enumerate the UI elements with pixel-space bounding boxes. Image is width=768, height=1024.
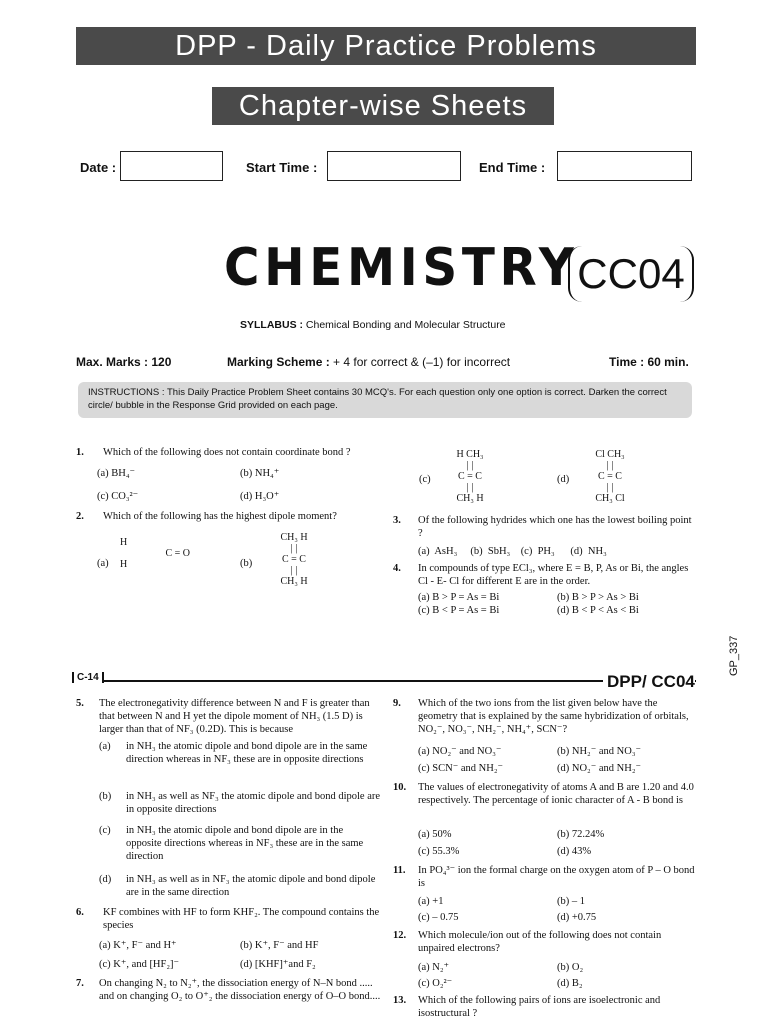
- q5-option-d-label: (d): [99, 874, 112, 885]
- q7-number: 7.: [76, 978, 84, 989]
- q2-molecule-b: [264, 532, 324, 587]
- q6-option-b[interactable]: (b) K⁺, F⁻ and HF: [240, 940, 319, 951]
- q6-option-a[interactable]: (a) K⁺, F⁻ and H⁺: [99, 940, 177, 951]
- q11-option-b[interactable]: (b) – 1: [557, 896, 585, 907]
- q1-text: Which of the following does not contain coordinate bond ?: [103, 447, 351, 458]
- q9-option-a[interactable]: (a) NO₂⁻ and NO₃⁻: [418, 746, 502, 757]
- page-number: C-14: [72, 672, 104, 683]
- q10-option-c[interactable]: (c) 55.3%: [418, 846, 460, 857]
- syllabus-label: SYLLABUS :: [240, 319, 303, 331]
- mol-d-line4: | |: [606, 482, 614, 493]
- q5-number: 5.: [76, 698, 84, 709]
- q2-molecule-c: [440, 449, 500, 504]
- mol-d-line1: Cl CH₃: [595, 449, 625, 460]
- q12-text: Which molecule/ion out of the following does not contain unpaired electrons?: [418, 930, 662, 954]
- q2-option-d[interactable]: (d): [557, 474, 570, 485]
- q10-number: 10.: [393, 782, 407, 793]
- dpp-banner: DPP - Daily Practice Problems: [76, 27, 696, 65]
- q4-option-a[interactable]: (a) B > P = As = Bi: [418, 592, 500, 603]
- syllabus-text: Chemical Bonding and Molecular Structure: [305, 319, 506, 331]
- time-limit: Time : 60 min.: [609, 355, 689, 369]
- subject-title: CHEMISTRY: [224, 238, 579, 298]
- mol-c-line5: CH₃ H: [456, 493, 484, 504]
- q5-option-c[interactable]: in NH₃ the atomic dipole and bond dipole are in the opposite directions whereas in NF₃ these are in the same direction: [126, 825, 364, 862]
- q9-text: Which of the two ions from the list given below have the geometry that is explained by the same hybridization of orbitals, NO₂⁻, NO₃⁻, NH₂⁻, NH₄⁺, SCN⁻?: [418, 698, 689, 735]
- q13-number: 13.: [393, 995, 407, 1006]
- q7-text: On changing N₂ to N₂⁺, the dissociation energy of N–N bond ..... and on changing O₂ to O⁺₂ the dissociation energy of O–O bond....: [99, 978, 381, 1002]
- mol-b-line2: | |: [290, 543, 298, 554]
- end-time-field[interactable]: [557, 151, 692, 181]
- mol-b-line4: | |: [290, 565, 298, 576]
- q10-text: The values of electronegativity of atoms A and B are 1.20 and 4.0 respectively. The percentage of ionic character of A - B bond is: [418, 782, 694, 806]
- mol-a-line1: H: [120, 537, 128, 548]
- q4-text: In compounds of type ECl₃, where E = B, P, As or Bi, the angles Cl - E- Cl for different E are in the order.: [418, 563, 689, 587]
- side-page-label: GP_337: [728, 635, 740, 676]
- chapter-banner: Chapter-wise Sheets: [212, 87, 554, 125]
- max-marks: Max. Marks : 120: [76, 355, 172, 369]
- end-time-label: End Time :: [479, 160, 546, 175]
- q3-number: 3.: [393, 515, 401, 526]
- q1-option-c[interactable]: (c) CO₃²⁻: [97, 491, 139, 502]
- footer-code: DPP/ CC04: [603, 672, 695, 692]
- date-field[interactable]: [120, 151, 223, 181]
- q2-option-a[interactable]: (a): [97, 558, 109, 569]
- marking-label: Marking Scheme :: [227, 355, 330, 369]
- mol-c-line1: H CH₃: [456, 449, 484, 460]
- sheet-code: CC04: [568, 246, 694, 302]
- q12-number: 12.: [393, 930, 407, 941]
- q1-number: 1.: [76, 447, 84, 458]
- mol-b-line3: C = C: [282, 554, 306, 565]
- q11-text: In PO₄³⁻ ion the formal charge on the oxygen atom of P – O bond is: [418, 865, 695, 889]
- q12-option-b[interactable]: (b) O₂: [557, 962, 584, 973]
- q11-option-a[interactable]: (a) +1: [418, 896, 444, 907]
- q2-option-c[interactable]: (c): [419, 474, 431, 485]
- q11-option-c[interactable]: (c) – 0.75: [418, 912, 459, 923]
- q1-option-b[interactable]: (b) NH₄⁺: [240, 468, 280, 479]
- q4-option-b[interactable]: (b) B > P > As > Bi: [557, 592, 639, 603]
- q5-option-a[interactable]: in NH₃ the atomic dipole and bond dipole are in the same direction whereas in NF₃ these are in opposite directions: [126, 741, 368, 765]
- q9-option-b[interactable]: (b) NH₂⁻ and NO₃⁻: [557, 746, 642, 757]
- q5-option-a-label: (a): [99, 741, 111, 752]
- q2-number: 2.: [76, 511, 84, 522]
- q6-text: KF combines with HF to form KHF₂. The compound contains the species: [103, 907, 380, 931]
- q3-text: Of the following hydrides which one has the lowest boiling point ?: [418, 515, 692, 539]
- mol-b-line5: CH₃ H: [280, 576, 308, 587]
- mol-d-line5: CH₃ Cl: [595, 493, 625, 504]
- q10-option-b[interactable]: (b) 72.24%: [557, 829, 605, 840]
- q5-option-b-label: (b): [99, 791, 112, 802]
- q5-text: The electronegativity difference between N and F is greater than that between N and H yet the dipole moment of NH₃ (1.5 D) is larger than that of NF₃ (0.2D). This is because: [99, 698, 370, 735]
- q1-option-a[interactable]: (a) BH₄⁻: [97, 468, 136, 479]
- q5-option-c-label: (c): [99, 825, 111, 836]
- mol-c-line4: | |: [466, 482, 474, 493]
- q10-option-d[interactable]: (d) 43%: [557, 846, 592, 857]
- q2-text: Which of the following has the highest dipole moment?: [103, 511, 337, 522]
- q13-text: Which of the following pairs of ions are isoelectronic and isostructural ?: [418, 995, 661, 1019]
- start-time-field[interactable]: [327, 151, 461, 181]
- mol-c-line2: | |: [466, 460, 474, 471]
- q12-option-d[interactable]: (d) B₂: [557, 978, 583, 989]
- syllabus-line: [240, 319, 506, 331]
- date-label: Date :: [80, 160, 117, 175]
- q1-option-d[interactable]: (d) H₃O⁺: [240, 491, 280, 502]
- q11-number: 11.: [393, 865, 406, 876]
- q12-option-a[interactable]: (a) N₂⁺: [418, 962, 450, 973]
- q5-option-d[interactable]: in NH₃ as well as in NF₃ the atomic dipole and bond dipole are in the same direction: [126, 874, 376, 898]
- q2-molecule-d: [580, 449, 640, 504]
- mol-d-line2: | |: [606, 460, 614, 471]
- q4-number: 4.: [393, 563, 401, 574]
- q6-option-d[interactable]: (d) [KHF]⁺and F₂: [240, 959, 316, 970]
- q2-option-b[interactable]: (b): [240, 558, 253, 569]
- marking-text: + 4 for correct & (–1) for incorrect: [333, 355, 511, 369]
- q11-option-d[interactable]: (d) +0.75: [557, 912, 597, 923]
- marking-scheme: [227, 355, 510, 369]
- q4-option-d[interactable]: (d) B < P < As < Bi: [557, 605, 639, 616]
- q4-option-c[interactable]: (c) B < P = As = Bi: [418, 605, 500, 616]
- q5-option-b[interactable]: in NH₃ as well as NF₃ the atomic dipole and bond dipole are in opposite directions: [126, 791, 381, 815]
- q2-molecule-a: [120, 537, 190, 570]
- q6-number: 6.: [76, 907, 84, 918]
- mol-a-line2: C = O: [165, 548, 190, 559]
- mol-b-line1: CH₃ H: [280, 532, 308, 543]
- q3-options[interactable]: (a) AsH₃ (b) SbH₃ (c) PH₃ (d) NH₃: [418, 546, 607, 557]
- q9-number: 9.: [393, 698, 401, 709]
- q12-option-c[interactable]: (c) O₂²⁻: [418, 978, 453, 989]
- instructions-box: INSTRUCTIONS : This Daily Practice Problem Sheet contains 30 MCQ's. For each question only one option is correct. Darken the correct circle/ bubble in the Response Grid provided on each page.: [78, 382, 692, 418]
- q9-option-c[interactable]: (c) SCN⁻ and NH₂⁻: [418, 763, 504, 774]
- q9-option-d[interactable]: (d) NO₂⁻ and NH₂⁻: [557, 763, 642, 774]
- mol-d-line3: C = C: [598, 471, 622, 482]
- start-time-label: Start Time :: [246, 160, 318, 175]
- q6-option-c[interactable]: (c) K⁺, and [HF₂]⁻: [99, 959, 180, 970]
- mol-c-line3: C = C: [458, 471, 482, 482]
- mol-a-line3: H: [120, 559, 128, 570]
- q10-option-a[interactable]: (a) 50%: [418, 829, 452, 840]
